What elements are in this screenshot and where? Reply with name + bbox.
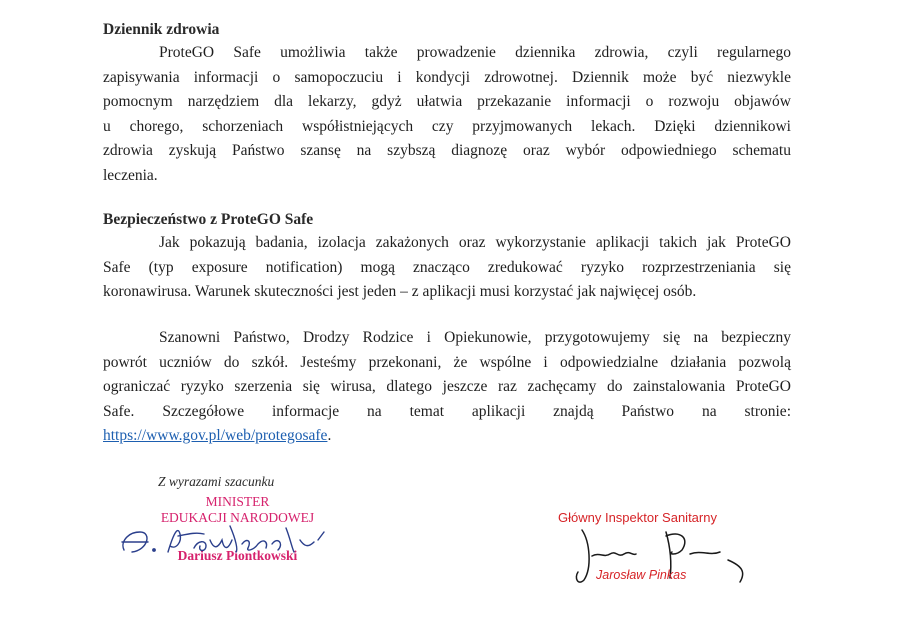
minister-signature-image — [118, 522, 338, 562]
paragraph-line: koronawirusa. Warunek skuteczności jest jeden – z aplikacji musi korzystać jak najwięcej osób. — [103, 283, 697, 300]
paragraph-line: zdrowia zyskują Państwo szansę na szybszą diagnozę oraz wybór odpowiedniego schematu — [103, 142, 791, 159]
link-suffix: . — [327, 427, 332, 444]
paragraph-line: powrót uczniów do szkół. Jesteśmy przekonani, że wspólne i odpowiedzialne działania pozwolą — [103, 353, 791, 371]
protegosafe-link[interactable]: https://www.gov.pl/web/protegosafe — [103, 427, 328, 444]
stamp-title-line2: EDUKACJI NARODOWEJ — [160, 510, 315, 525]
paragraph-line: Jak pokazują badania, izolacja zakażonych oraz wykorzystanie aplikacji takich jak ProteGO — [159, 234, 791, 251]
inspector-stamp-title: Główny Inspektor Sanitarny — [558, 510, 717, 525]
paragraph-line: ProteGO Safe umożliwia także prowadzenie dziennika zdrowia, czyli regularnego — [159, 44, 791, 61]
closing-phrase: Z wyrazami szacunku — [158, 474, 275, 489]
paragraph-line: Safe (typ exposure notification) mogą znacząco zredukować ryzyko rozprzestrzeniania się — [103, 258, 791, 276]
link-line — [103, 424, 791, 449]
paragraph-line: Safe. Szczegółowe informacje na temat aplikacji znajdą Państwo na stronie: — [103, 402, 791, 420]
stamp-title-line1: MINISTER — [205, 494, 270, 509]
paragraph-line: u chorego, schorzeniach współistniejących czy przyjmowanych lekach. Dzięki dziennikowi — [103, 117, 791, 135]
inspector-stamp-name: Jarosław Pinkas — [596, 568, 687, 582]
stamp-name: Dariusz Piontkowski — [177, 548, 298, 563]
paragraph-line: Szanowni Państwo, Drodzy Rodzice i Opiekunowie, przygotowujemy się na bezpieczny — [159, 329, 791, 346]
section-security — [103, 209, 791, 305]
section-heading: Dziennik zdrowia — [103, 21, 220, 38]
section-health-diary — [103, 19, 791, 188]
paragraph-line: pomocnym narzędziem dla lekarzy, gdyż ułatwia przekazanie informacji o rozwoju objawów — [103, 93, 791, 110]
section-heading: Bezpieczeństwo z ProteGO Safe — [103, 211, 314, 228]
paragraph-line: leczenia. — [103, 166, 158, 184]
paragraph-line: ograniczać ryzyko szerzenia się wirusa, dlatego jeszcze raz zachęcamy do zainstalowania ProteGO — [103, 378, 791, 395]
paragraph-line: zapisywania informacji o samopoczuciu i kondycji zdrowotnej. Dziennik może być niezwykle — [103, 68, 791, 86]
section-appeal — [103, 326, 791, 449]
